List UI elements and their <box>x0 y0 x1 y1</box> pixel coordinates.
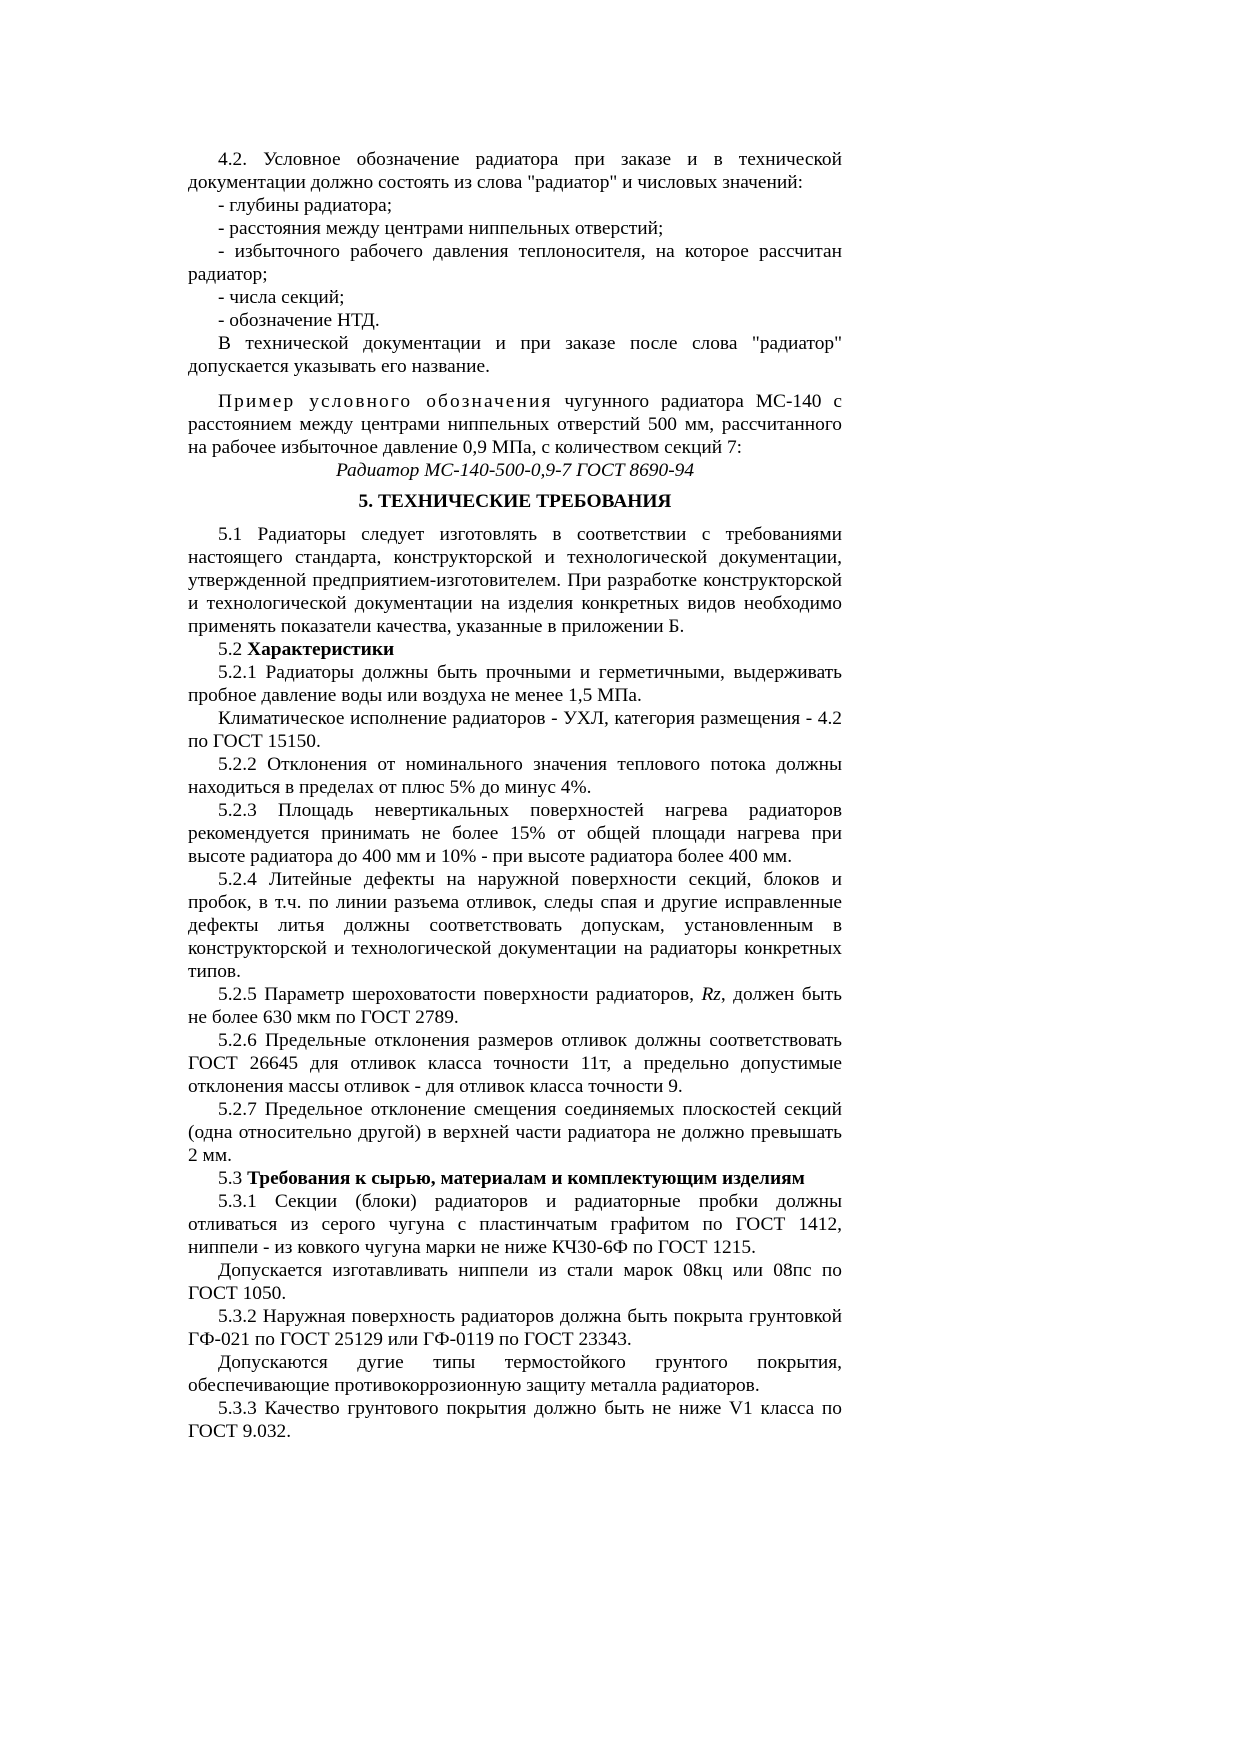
paragraph-5-2-2: 5.2.2 Отклонения от номинального значения теплового потока должны находиться в пределах от плюс 5% до минус 4%. <box>188 754 842 798</box>
paragraph-5-3-3: 5.3.3 Качество грунтового покрытия должно быть не ниже V1 класса по ГОСТ 9.032. <box>188 1398 842 1442</box>
paragraph-example <box>188 390 842 459</box>
paragraph-4-2: 4.2. Условное обозначение радиатора при заказе и в технической документации должно состоять из слова "радиатор" и числовых значений: <box>188 149 842 193</box>
paragraph-nipples: Допускается изготавливать ниппели из стали марок 08кц или 08пс по ГОСТ 1050. <box>188 1260 842 1304</box>
text-part: , должен быть не более 630 мкм по ГОСТ 2789. <box>188 984 842 1028</box>
subsection-title: Требования к сырью, материалам и комплектующим изделиям <box>247 1168 805 1189</box>
example-designation: Радиатор МС-140-500-0,9-7 ГОСТ 8690-94 <box>335 460 695 481</box>
paragraph-5-2-6: 5.2.6 Предельные отклонения размеров отливок должны соответствовать ГОСТ 26645 для отливок класса точности 11т, а предельно допустимые отклонения массы отливок - для отливок класса точности 9. <box>188 1030 842 1097</box>
paragraph-5-2-4: 5.2.4 Литейные дефекты на наружной поверхности секций, блоков и пробок, в т.ч. по линии разъема отливок, следы спая и другие исправленные дефекты литья должны соответствовать допускам, установленным в конструкторской и технологической документации на радиаторы конкретных типов. <box>188 869 842 982</box>
paragraph-5-1: 5.1 Радиаторы следует изготовлять в соответствии с требованиями настоящего стандарта, конструкторской и технологической документации, утвержденной предприятием-изготовителем. При разработке конструкторской и технологической документации на изделия конкретных видов необходимо применять показатели качества, указанные в приложении Б. <box>188 524 842 637</box>
paragraph-5-2-3: 5.2.3 Площадь невертикальных поверхностей нагрева радиаторов рекомендуется принимать не более 15% от общей площади нагрева при высоте радиатора до 400 мм и 10% - при высоте радиатора более 400 мм. <box>188 800 842 867</box>
section-title: 5. ТЕХНИЧЕСКИЕ ТРЕБОВАНИЯ <box>358 491 672 512</box>
subsection-number: 5.2 <box>218 639 248 660</box>
document-page <box>188 148 842 1443</box>
subsection-5-2-heading <box>188 638 842 661</box>
subsection-title: Характеристики <box>247 639 395 660</box>
subsection-number: 5.3 <box>218 1168 248 1189</box>
example-lead: Пример условного обозначения <box>218 391 553 412</box>
list-item: - избыточного рабочего давления теплоносителя, на которое рассчитан радиатор; <box>188 241 842 285</box>
paragraph-climate: Климатическое исполнение радиаторов - УХЛ, категория размещения - 4.2 по ГОСТ 15150. <box>188 708 842 752</box>
example-rest: чугунного радиатора МС-140 с расстоянием между центрами ниппельных отверстий 500 мм, рассчитанного на рабочее избыточное давление 0,9 МПа, с количеством секций 7: <box>188 391 842 458</box>
list-item: - обозначение НТД. <box>218 310 380 331</box>
text-part: 5.2.5 Параметр шероховатости поверхности радиаторов, <box>218 984 702 1005</box>
paragraph-5-3-2: 5.3.2 Наружная поверхность радиаторов должна быть покрыта грунтовкой ГФ-021 по ГОСТ 25129 или ГФ-0119 по ГОСТ 23343. <box>188 1306 842 1350</box>
paragraph-5-2-5 <box>188 983 842 1029</box>
paragraph-5-3-1: 5.3.1 Секции (блоки) радиаторов и радиаторные пробки должны отливаться из серого чугуна с пластинчатым графитом по ГОСТ 1412, ниппели - из ковкого чугуна марки не ниже КЧ30-6Ф по ГОСТ 1215. <box>188 1191 842 1258</box>
paragraph-other-coatings: Допускаются дугие типы термостойкого грунтого покрытия, обеспечивающие противокоррозионную защиту металла радиаторов. <box>188 1352 842 1396</box>
paragraph-5-2-1: 5.2.1 Радиаторы должны быть прочными и герметичными, выдерживать пробное давление воды или воздуха не менее 1,5 МПа. <box>188 662 842 706</box>
paragraph-5-2-7: 5.2.7 Предельное отклонение смещения соединяемых плоскостей секций (одна относительно другой) в верхней части радиатора не должно превышать 2 мм. <box>188 1099 842 1166</box>
paragraph-name-note: В технической документации и при заказе после слова "радиатор" допускается указывать его название. <box>188 333 842 377</box>
list-item: - числа секций; <box>218 287 345 308</box>
subsection-5-3-heading <box>188 1167 842 1190</box>
list-item: - расстояния между центрами ниппельных отверстий; <box>218 218 664 239</box>
list-item: - глубины радиатора; <box>218 195 393 216</box>
rz-symbol: Rz <box>701 984 721 1005</box>
